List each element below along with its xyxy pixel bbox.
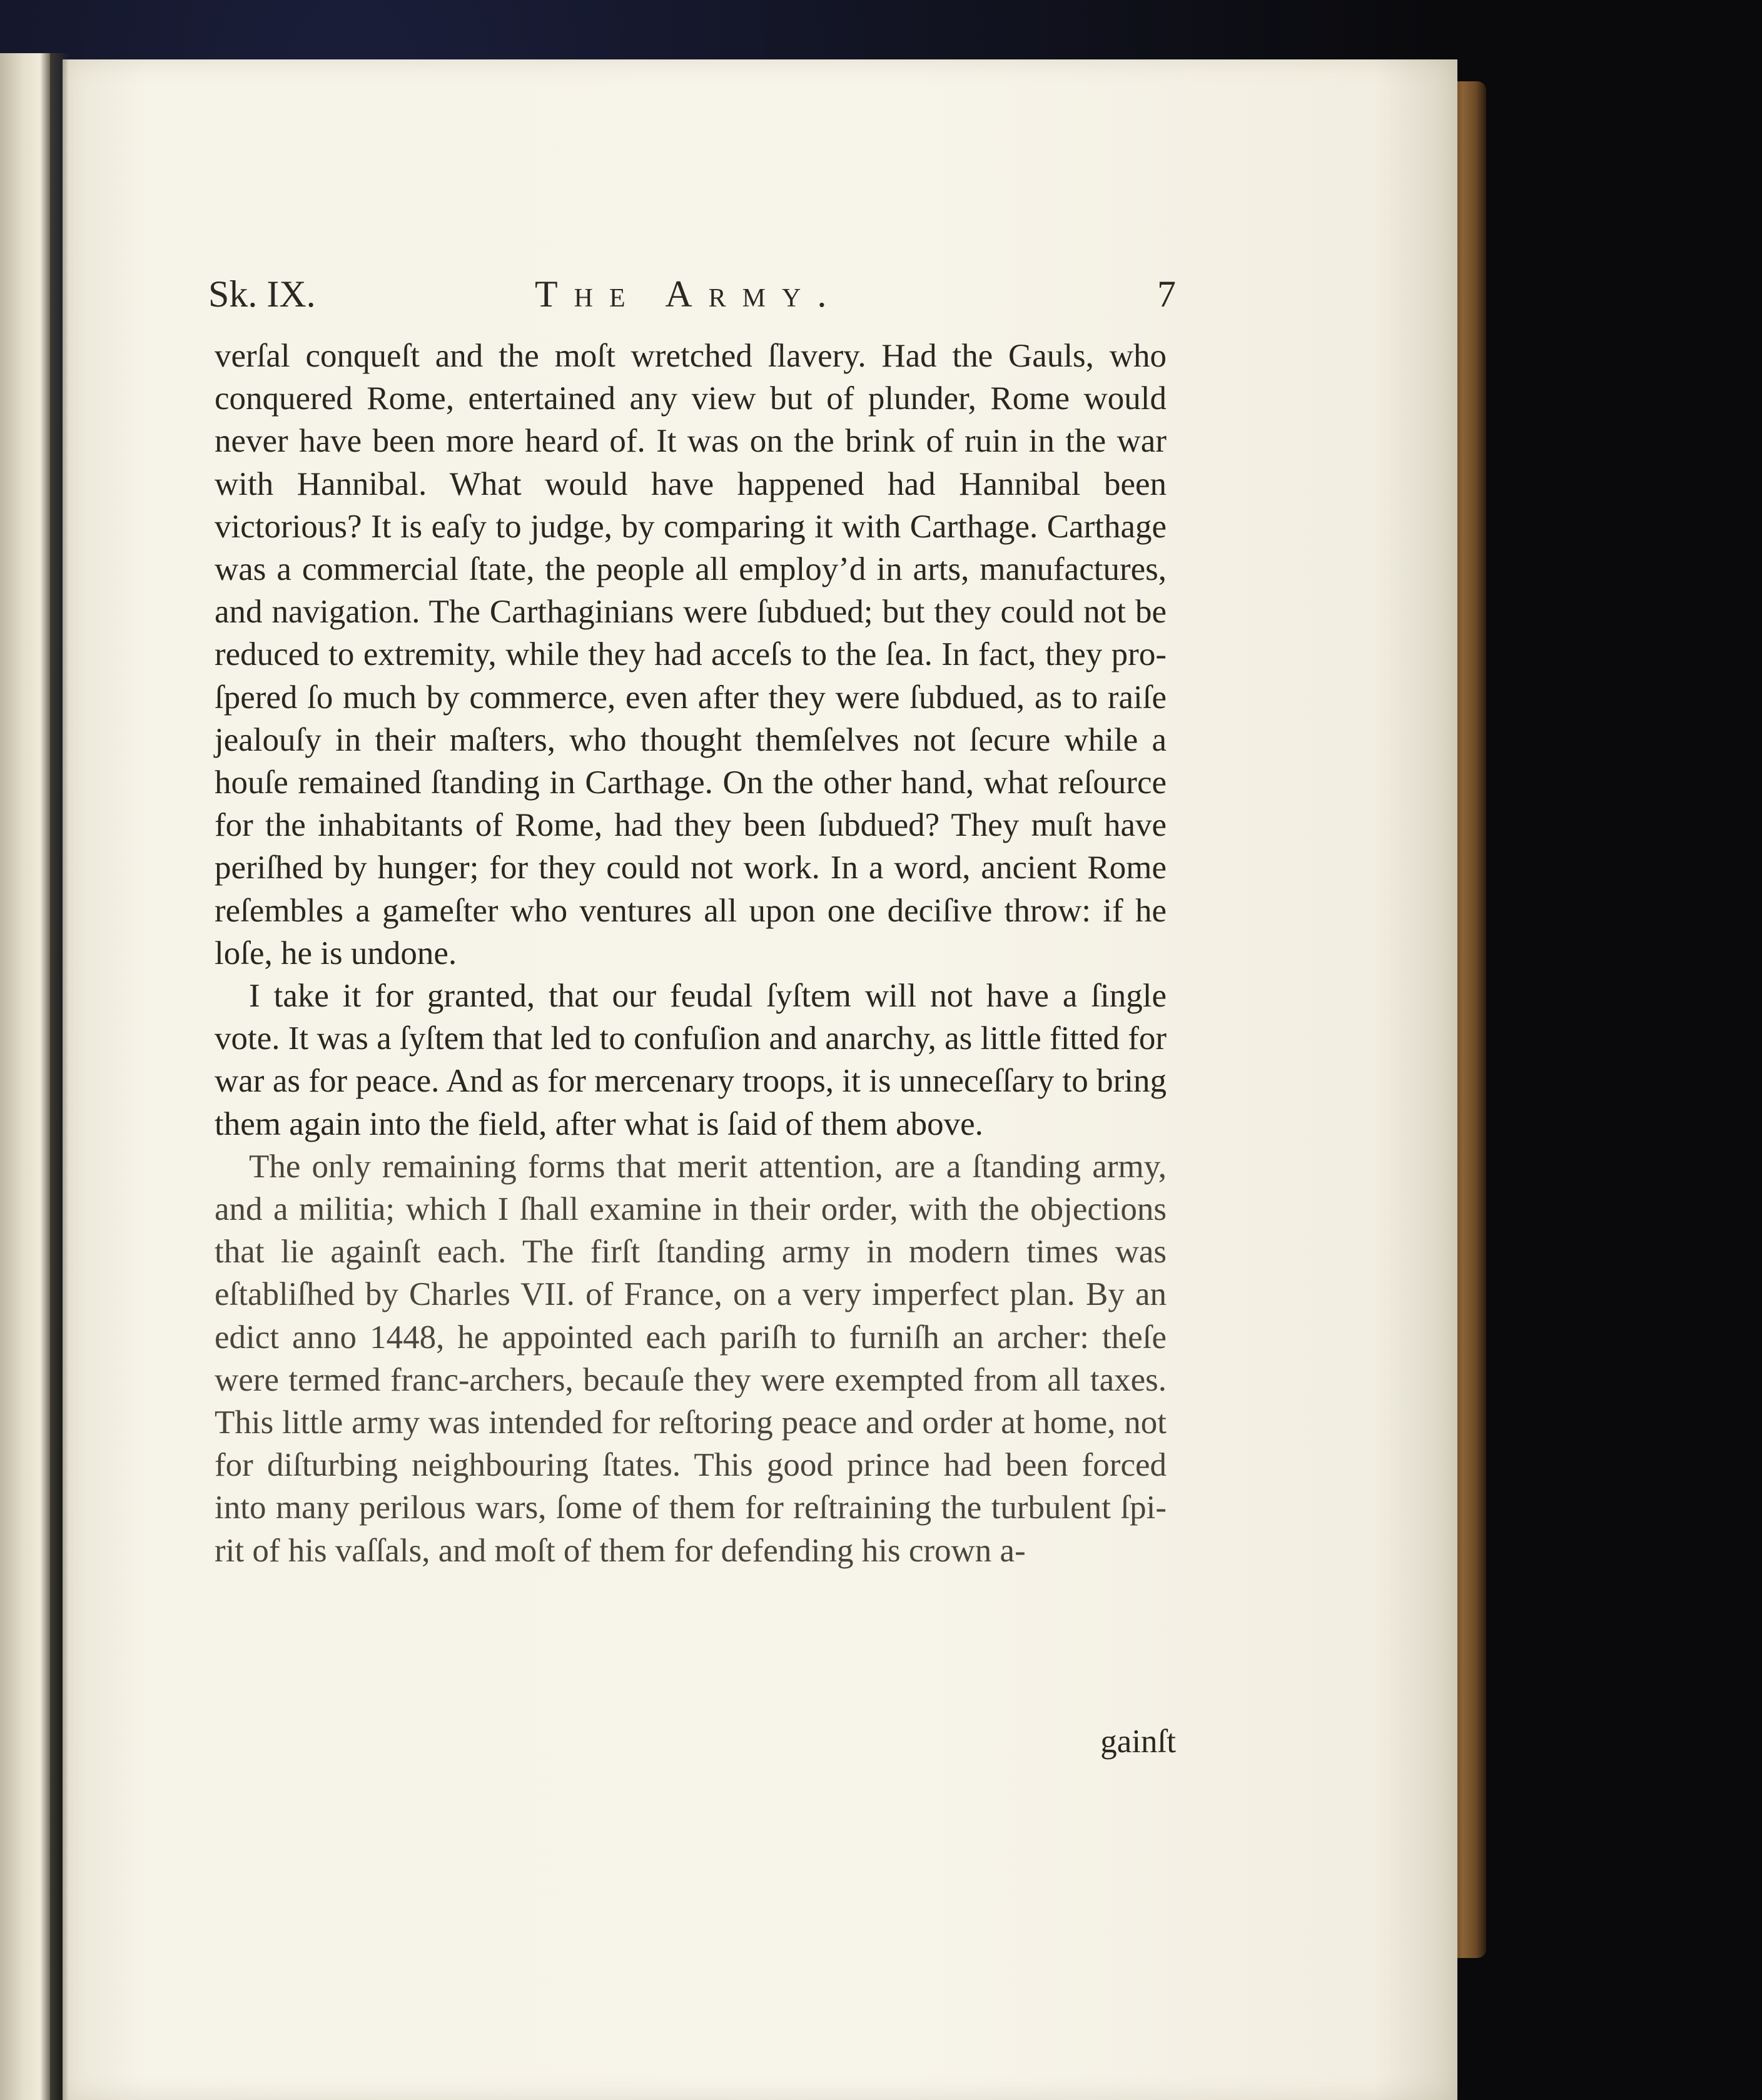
- body-text: [215, 335, 1167, 1572]
- gutter-shadow: [50, 53, 69, 2100]
- left-page-edge: [0, 53, 50, 2100]
- running-head-section: Sk. IX.: [208, 273, 316, 315]
- page-number: 7: [1157, 273, 1176, 315]
- paragraph-1: verſal conqueſt and the moſt wretched ſlavery. Had the Gauls, who conquered Rome, entertained any view but of plunder, Rome would never have been more heard of. It was on the brink of ruin in the war with Hannibal. What would have happened had Hannibal been victorious? It is eaſy to judge, by comparing it with Carthage. Carthage was a commercial ſtate, the people all employ’d in arts, manufactures, and navigation. The Carthaginians were ſubdued; but they could not be reduced to extremity, while they had acceſs to the ſea. In fact, they proſpered ſo much by commerce, even after they were ſubdued, as to raiſe jealouſy in their maſters, who thought themſelves not ſecure while a houſe remained ſtanding in Carthage. On the other hand, what reſource for the inhabitants of Rome, had they been ſubdued? They muſt have periſhed by hunger; for they could not work. In a word, ancient Rome reſembles a gameſter who ventures all upon one deciſive throw: if he loſe, he is undone.: [215, 338, 1167, 971]
- running-head-title: The Army.: [535, 273, 843, 315]
- paragraph-2: I take it for granted, that our feudal ſyſtem will not have a ſingle vote. It was a ſyſtem that led to confuſion and anarchy, as little fitted for war as for peace. And as for mercenary troops, it is unneceſſary to bring them again into the field, after what is ſaid of them above.: [215, 978, 1167, 1142]
- catchword: gainſt: [1100, 1723, 1176, 1760]
- paragraph-3: The only remaining forms that merit attention, are a ſtanding army, and a militia; which I ſhall examine in their order, with the objections that lie againſt each. The firſt ſtanding army in modern times was eſtabliſhed by Charles VII. of France, on a very imperfect plan. By an edict anno 1448, he appointed each pariſh to furniſh an archer: theſe were termed franc-archers, becauſe they were exempted from all taxes. This little army was intended for reſtoring peace and order at home, not for diſturbing neighbouring ſtates. This good prince had been forced into many perilous wars, ſome of them for reſtraining the turbulent ſpirit of his vaſſals, and moſt of them for defending his crown a-: [215, 1148, 1167, 1569]
